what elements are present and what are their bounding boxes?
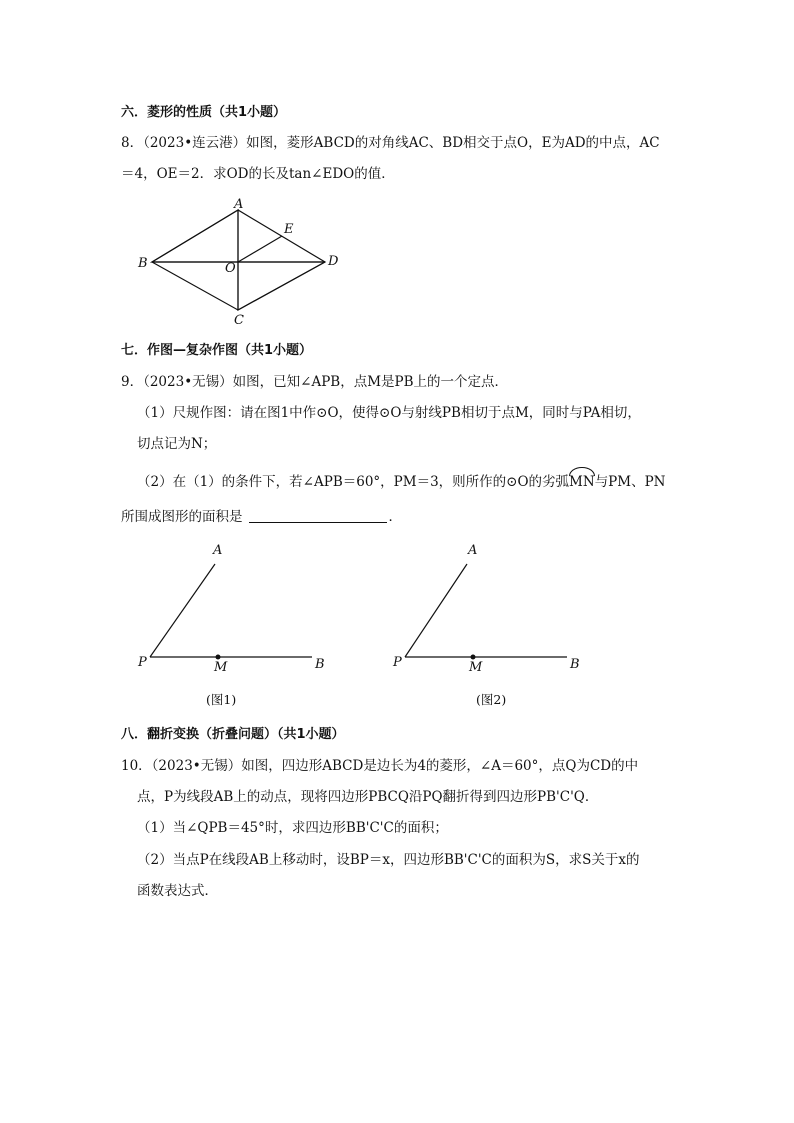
figure-2 <box>385 540 595 710</box>
label-b: B <box>570 657 580 672</box>
part2-end: ． <box>388 509 402 525</box>
label-e: E <box>284 222 294 237</box>
label-b: B <box>138 256 148 271</box>
problem-9-line-2: （1）尺规作图：请在图1中作⊙O，使得⊙O与射线PB相切于点M，同时与PA相切， <box>137 405 641 421</box>
label-p: P <box>138 655 147 670</box>
label-a: A <box>468 543 478 558</box>
label-a: A <box>213 543 223 558</box>
figure-1 <box>130 540 340 710</box>
part2-text-before: （2）在（1）的条件下，若∠APB＝60°，PM＝3，则所作的⊙O的劣弧 <box>137 474 570 490</box>
rhombus-figure <box>130 195 360 335</box>
ray-pa <box>405 564 467 657</box>
section-heading-construction: 七．作图—复杂作图（共1小题） <box>121 343 313 358</box>
label-o: O <box>225 261 236 276</box>
problem-10-line-5: 函数表达式． <box>137 883 218 899</box>
label-m: M <box>469 660 483 675</box>
label-a: A <box>234 197 244 212</box>
problem-8-line-1: 8．（2023•连云港）如图，菱形ABCD的对角线AC、BD相交于点O，E为AD的中点，AC <box>121 135 660 151</box>
point-m <box>216 655 221 660</box>
problem-10-line-3: （1）当∠QPB＝45°时，求四边形BB'C'C的面积； <box>137 820 448 836</box>
problem-9-line-3: 切点记为N； <box>137 436 217 452</box>
label-b: B <box>315 657 325 672</box>
caption-figure-2: (图2) <box>476 692 507 707</box>
answer-blank[interactable] <box>249 509 387 523</box>
section-heading-rhombus: 六．菱形的性质（共1小题） <box>121 105 287 120</box>
label-p: P <box>393 655 402 670</box>
problem-9-line-4 <box>137 473 666 491</box>
problem-10-line-1: 10．（2023•无锡）如图，四边形ABCD是边长为4的菱形，∠A＝60°，点Q为CD的中 <box>121 758 639 774</box>
label-d: D <box>328 254 339 269</box>
problem-8-line-2: ＝4，OE＝2．求OD的长及tan∠EDO的值． <box>121 166 395 182</box>
part2-line2-text: 所围成图形的面积是 <box>121 509 243 525</box>
problem-9-line-5 <box>121 508 402 526</box>
label-c: C <box>234 313 244 328</box>
point-m <box>471 655 476 660</box>
part2-text-after: 与PM、PN <box>594 474 666 490</box>
problem-10-line-4: （2）当点P在线段AB上移动时，设BP＝x，四边形BB'C'C的面积为S，求S关于x的 <box>137 852 640 868</box>
problem-10-line-2: 点，P为线段AB上的动点，现将四边形PBCQ沿PQ翻折得到四边形PB'C'Q． <box>137 789 599 805</box>
ray-pa <box>150 564 215 657</box>
caption-figure-1: (图1) <box>206 692 237 707</box>
section-heading-folding: 八．翻折变换（折叠问题）（共1小题） <box>121 727 345 742</box>
label-m: M <box>214 660 228 675</box>
segment-oe <box>238 236 282 262</box>
arc-mn: MN <box>569 474 595 490</box>
problem-9-line-1: 9．（2023•无锡）如图，已知∠APB，点M是PB上的一个定点． <box>121 374 509 390</box>
